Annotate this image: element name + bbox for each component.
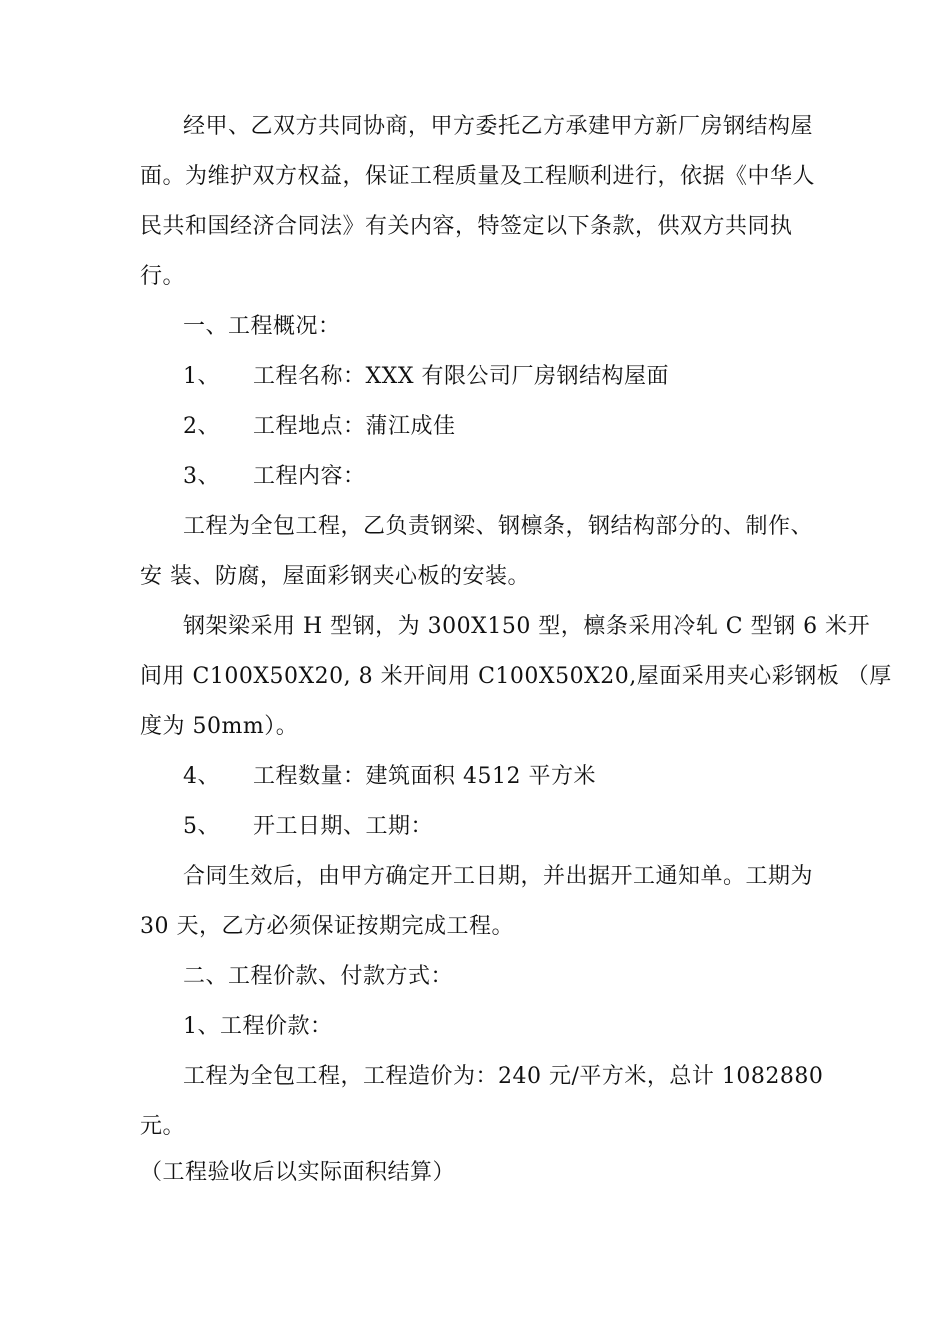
section2-heading: 二、工程价款、付款方式： — [183, 964, 454, 989]
list-item-text: 开工日期、工期： — [253, 814, 434, 839]
content-p1-line-1: 工程为全包工程，乙负责钢梁、钢檩条，钢结构部分的、制作、 — [183, 514, 814, 539]
list-item-5 — [183, 812, 433, 842]
schedule-line-1: 合同生效后，由甲方确定开工日期，并出据开工通知单。工期为 — [183, 864, 814, 889]
price-line-2: 元。 — [140, 1114, 186, 1139]
list-item-3 — [183, 462, 366, 492]
list-item-number: 1、 — [183, 364, 220, 389]
list-item-number: 5、 — [183, 814, 220, 839]
section2-sub1: 1、工程价款： — [183, 1014, 333, 1039]
content-p2-line-3: 度为 50mm）。 — [140, 714, 299, 739]
list-item-number: 3、 — [183, 464, 220, 489]
list-item-2 — [183, 412, 456, 442]
list-item-text: 工程地点：蒲江成佳 — [253, 414, 456, 439]
list-item-text: 工程内容： — [253, 464, 366, 489]
list-item-1 — [183, 362, 669, 392]
intro-line-1: 经甲、乙双方共同协商，甲方委托乙方承建甲方新厂房钢结构屋 — [183, 114, 814, 139]
section1-heading: 一、工程概况： — [183, 314, 341, 339]
settlement-note: （工程验收后以实际面积结算） — [140, 1160, 456, 1185]
content-p1-line-2: 安 装、防腐，屋面彩钢夹心板的安装。 — [140, 564, 530, 589]
content-p2-line-2: 间用 C100X50X20, 8 米开间用 C100X50X20,屋面采用夹心彩钢板 （厚 — [140, 664, 892, 689]
schedule-line-2: 30 天，乙方必须保证按期完成工程。 — [140, 914, 514, 939]
list-item-text: 工程数量：建筑面积 4512 平方米 — [253, 764, 596, 789]
price-line-1: 工程为全包工程，工程造价为：240 元/平方米，总计 1082880 — [183, 1064, 824, 1089]
list-item-text: 工程名称：XXX 有限公司厂房钢结构屋面 — [253, 364, 669, 389]
list-item-number: 2、 — [183, 414, 220, 439]
intro-line-4: 行。 — [140, 264, 186, 289]
intro-line-2: 面。为维护双方权益，保证工程质量及工程顺利进行，依据《中华人 — [140, 164, 816, 189]
content-p2-line-1: 钢架梁采用 H 型钢，为 300X150 型，檩条采用冷轧 C 型钢 6 米开 — [183, 614, 871, 639]
list-item-4 — [183, 762, 596, 792]
list-item-number: 4、 — [183, 764, 220, 789]
intro-line-3: 民共和国经济合同法》有关内容，特签定以下条款，供双方共同执 — [140, 214, 793, 239]
